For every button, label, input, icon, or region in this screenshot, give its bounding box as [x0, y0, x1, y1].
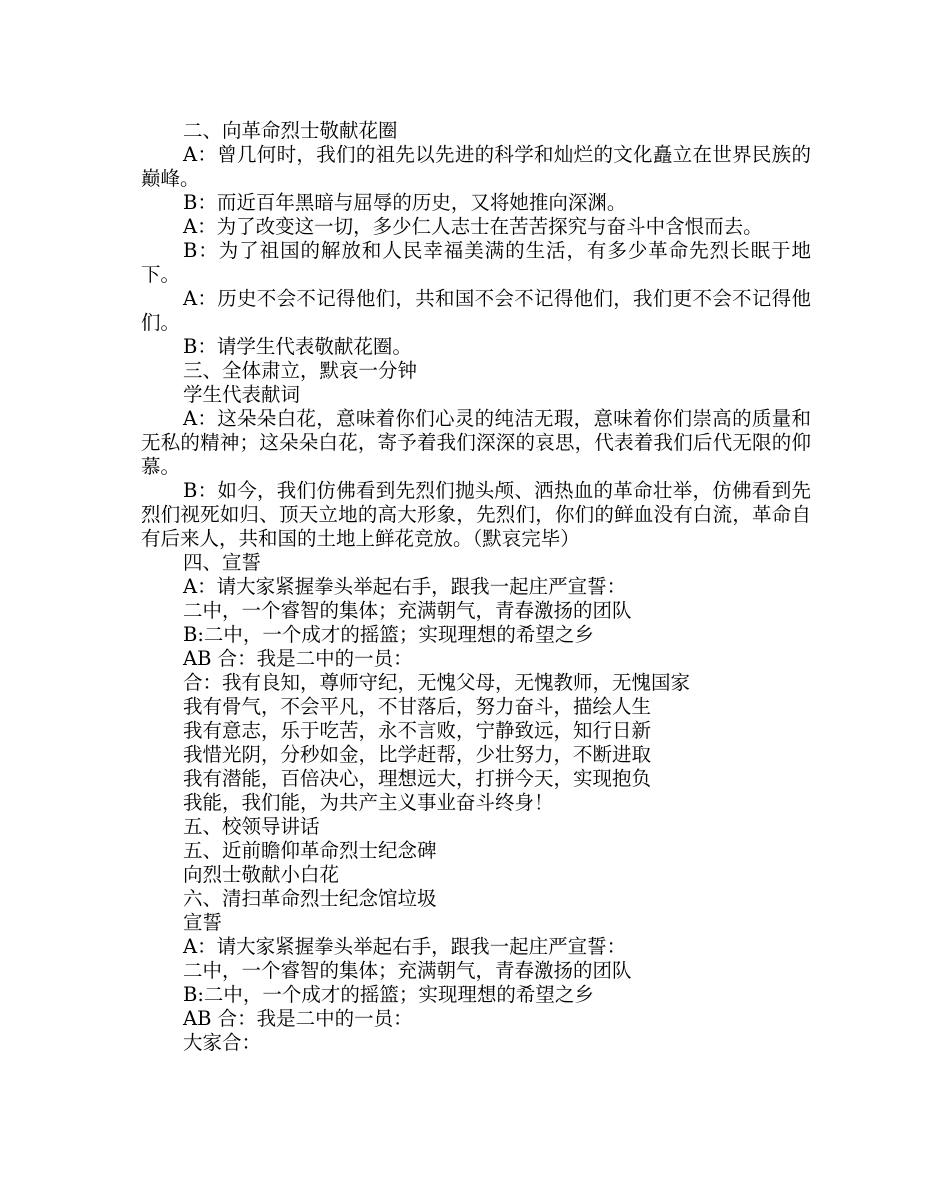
- dialogue-line: A：为了改变这一切，多少仁人志士在苦苦探究与奋斗中含恨而去。: [183, 215, 763, 238]
- dialogue-line: B：请学生代表敬献花圈。: [183, 335, 412, 358]
- dialogue-line: B：而近百年黑暗与屈辱的历史，又将她推向深渊。: [183, 191, 627, 214]
- section-heading: 五、近前瞻仰革命烈士纪念碑: [183, 839, 437, 862]
- dialogue-line: A：请大家紧握拳头举起右手，跟我一起庄严宣誓：: [183, 575, 627, 598]
- oath-line: 我惜光阴，分秒如金，比学赶帮，少壮努力，不断进取: [183, 743, 652, 766]
- dialogue-line: A：曾几何时，我们的祖先以先进的科学和灿烂的文化矗立在世界民族的巅峰。: [141, 143, 811, 190]
- oath-line: 我有潜能，百倍决心，理想远大，打拼今天，实现抱负: [183, 767, 652, 790]
- dialogue-line: A：历史不会不记得他们，共和国不会不记得他们，我们更不会不记得他们。: [141, 287, 811, 334]
- oath-line: 我能，我们能，为共产主义事业奋斗终身！: [183, 791, 554, 814]
- oath-line: 二中，一个睿智的集体；充满朝气，青春激扬的团队: [183, 959, 632, 982]
- section-heading: 二、向革命烈士敬献花圈: [183, 119, 398, 142]
- sub-heading: 向烈士敬献小白花: [183, 863, 340, 886]
- dialogue-line: B：为了祖国的解放和人民幸福美满的生活，有多少革命先烈长眠于地下。: [141, 239, 811, 286]
- dialogue-line: B：如今，我们仿佛看到先烈们抛头颅、洒热血的革命壮举，仿佛看到先烈们视死如归、顶天立地的高大形象，先烈们，你们的鲜血没有白流，革命自有后来人，共和国的土地上鲜花竞放。（默哀完毕）: [141, 479, 811, 550]
- oath-line: AB 合：我是二中的一员：: [183, 1007, 413, 1030]
- dialogue-line: A：这朵朵白花，意味着你们心灵的纯洁无瑕，意味着你们崇高的质量和无私的精神；这朵朵白花，寄予着我们深深的哀思，代表着我们后代无限的仰慕。: [141, 407, 811, 478]
- dialogue-line: A：请大家紧握拳头举起右手，跟我一起庄严宣誓：: [183, 935, 627, 958]
- section-heading: 五、校领导讲话: [183, 815, 320, 838]
- section-heading: 三、全体肃立，默哀一分钟: [183, 359, 418, 382]
- oath-line: B:二中，一个成才的摇篮；实现理想的希望之乡: [183, 983, 594, 1006]
- oath-line: 我有骨气，不会平凡，不甘落后，努力奋斗，描绘人生: [183, 695, 652, 718]
- section-heading: 四、宣誓: [183, 551, 262, 574]
- section-heading: 六、清扫革命烈士纪念馆垃圾: [183, 887, 437, 910]
- oath-line: 我有意志，乐于吃苦，永不言败，宁静致远，知行日新: [183, 719, 652, 742]
- oath-line: AB 合：我是二中的一员：: [183, 647, 413, 670]
- sub-heading: 学生代表献词: [183, 383, 301, 406]
- document-body: [141, 119, 811, 1055]
- oath-line: 合：我有良知，尊师守纪，无愧父母，无愧教师，无愧国家: [183, 671, 691, 694]
- oath-line: B:二中，一个成才的摇篮；实现理想的希望之乡: [183, 623, 594, 646]
- oath-line: 大家合：: [183, 1031, 262, 1054]
- sub-heading: 宣誓: [183, 911, 223, 934]
- oath-line: 二中，一个睿智的集体；充满朝气，青春激扬的团队: [183, 599, 632, 622]
